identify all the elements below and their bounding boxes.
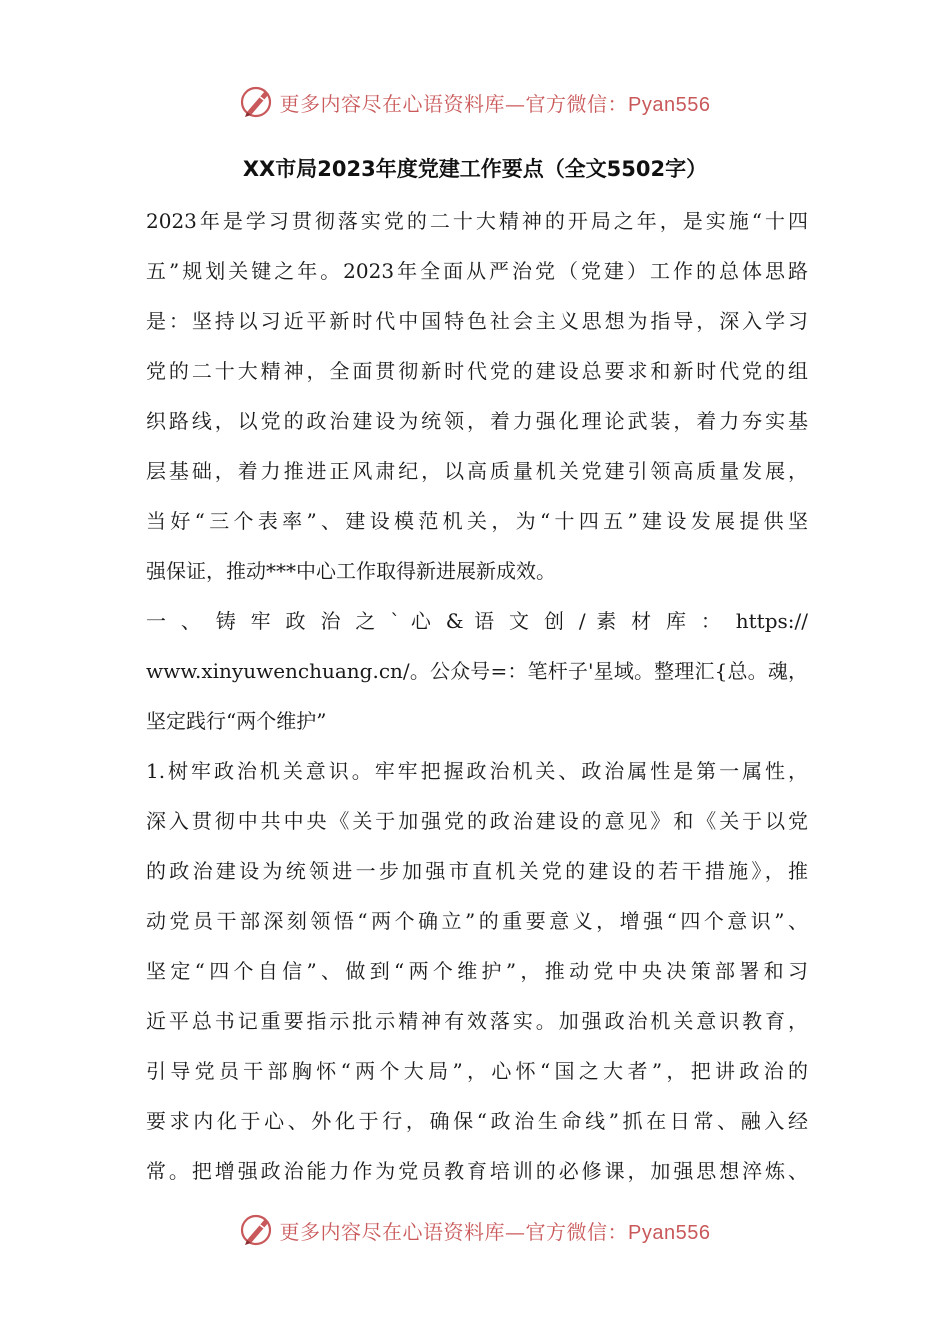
- pen-logo-icon: [240, 85, 274, 119]
- body-line: 的政治建设为统领进一步加强市直机关党的建设的若干措施》，推: [146, 859, 808, 883]
- body-line: 引导党员干部胸怀“两个大局”，心怀“国之大者”，把讲政治的: [146, 1059, 808, 1083]
- body-line: 近平总书记重要指示批示精神有效落实。加强政治机关意识教育，: [146, 1009, 808, 1033]
- section-heading-line: 一 、 铸 牢 政 治 之 ` 心 & 语 文 创 / 素 材 库 ： https://: [146, 609, 808, 633]
- watermark-banner-bottom: [0, 1208, 950, 1252]
- wechat-id: Pyan556: [628, 1221, 711, 1244]
- body-line: 1.树牢政治机关意识。牢牢把握政治机关、政治属性是第一属性，: [146, 759, 808, 783]
- body-line: 深入贯彻中共中央《关于加强党的政治建设的意见》和《关于以党: [146, 809, 808, 833]
- watermark-content: [240, 85, 711, 119]
- body-line: 是：坚持以习近平新时代中国特色社会主义思想为指导，深入学习: [146, 309, 808, 333]
- body-line: 织路线，以党的政治建设为统领，着力强化理论武装，着力夯实基: [146, 409, 808, 433]
- watermark-content: [240, 1213, 711, 1247]
- body-line: 层基础，着力推进正风肃纪，以高质量机关党建引领高质量发展，: [146, 459, 808, 483]
- body-line: 要求内化于心、外化于行，确保“政治生命线”抓在日常、融入经: [146, 1109, 808, 1133]
- watermark-text: 更多内容尽在心语资料库—官方微信：Pyan556: [279, 1219, 711, 1244]
- section-heading-line: 坚定践行“两个维护”: [146, 709, 327, 733]
- body-line: 党的二十大精神，全面贯彻新时代党的建设总要求和新时代党的组: [146, 359, 808, 383]
- body-line: 强保证，推动***中心工作取得新进展新成效。: [146, 559, 556, 583]
- body-line: 动党员干部深刻领悟“两个确立”的重要意义，增强“四个意识”、: [146, 909, 808, 933]
- pen-logo-icon: [240, 1213, 274, 1247]
- watermark-text: 更多内容尽在心语资料库—官方微信：Pyan556: [279, 91, 711, 116]
- body-line: 五”规划关键之年。2023年全面从严治党（党建）工作的总体思路: [146, 259, 808, 283]
- document-body: [146, 196, 808, 1196]
- body-line: 2023年是学习贯彻落实党的二十大精神的开局之年，是实施“十四: [146, 209, 808, 233]
- watermark-banner-top: [0, 80, 950, 124]
- body-line: 常。把增强政治能力作为党员教育培训的必修课，加强思想淬炼、: [146, 1159, 808, 1183]
- section-heading-line: www.xinyuwenchuang.cn/。公众号=：笔杆子'星域。整理汇{总。魂，: [146, 659, 808, 683]
- body-line: 坚定“四个自信”、做到“两个维护”，推动党中央决策部署和习: [146, 959, 808, 983]
- document-title: XX市局2023年度党建工作要点（全文5502字）: [242, 157, 708, 181]
- wechat-id: Pyan556: [628, 93, 711, 116]
- body-line: 当好“三个表率”、建设模范机关，为“十四五”建设发展提供坚: [146, 509, 808, 533]
